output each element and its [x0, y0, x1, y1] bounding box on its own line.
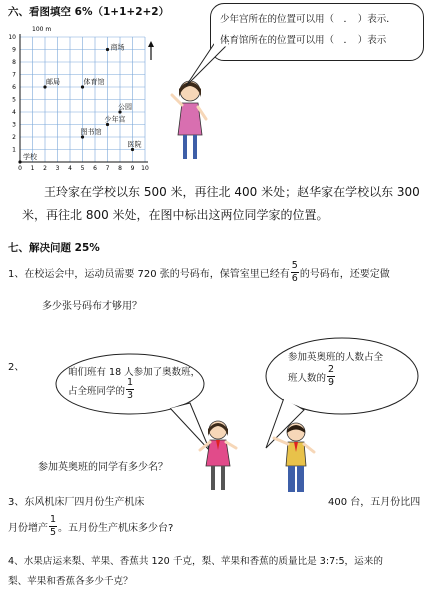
map-y-ticks	[8, 34, 16, 154]
school-label: 学校	[23, 153, 37, 161]
question-3-line-1-right: 400 台，五月份比四	[328, 497, 421, 508]
map-y-tick: 10	[8, 34, 16, 41]
right-bubble-fraction	[327, 365, 335, 388]
right-bubble-line-1: 参加英奥班的人数占全	[288, 352, 384, 363]
girl-student-icon	[196, 418, 240, 494]
question-4-line-2: 梨、苹果和香蕉各多少千克？	[8, 576, 133, 587]
gym-label: 体育馆	[83, 78, 105, 86]
left-bubble-fraction	[126, 378, 134, 401]
map-x-tick: 6	[93, 165, 97, 172]
post-office-label: 邮局	[46, 78, 60, 86]
q1-prefix: 1、在校运会中，运动员需要 720 张的号码布，保管室里已经有	[8, 269, 290, 280]
map-y-tick: 1	[12, 146, 16, 154]
right-bubble-prefix: 班人数的	[288, 372, 327, 384]
school-marker-icon	[18, 160, 21, 163]
hospital-label: 医院	[127, 140, 142, 149]
map-x-tick: 5	[80, 165, 85, 172]
north-arrow-head-icon	[148, 41, 154, 47]
map-x-tick: 10	[141, 165, 149, 172]
question-4-line-1: 4、水果店运来梨、苹果、香蕉共 120 千克，梨、苹果和香蕉的质量比是 3:7:5，运来的	[8, 556, 383, 567]
q1-frac-num: 5	[291, 260, 298, 271]
left-frac-den: 3	[126, 390, 134, 401]
q3-suffix: 。五月份生产机床多少台?	[58, 523, 174, 534]
q3-fraction	[49, 515, 57, 538]
left-bubble-line-1: 咱们班有 18 人参加了奥数班，	[68, 367, 201, 378]
question-1-line-1	[8, 261, 390, 284]
map-y-tick: 9	[12, 46, 16, 54]
map-y-tick: 5	[12, 96, 16, 104]
q3-prefix: 月份增产	[8, 523, 48, 534]
map-x-tick: 8	[118, 165, 122, 172]
question-3-line-1-left: 3、东风机床厂四月份生产机床	[8, 497, 145, 508]
map-y-tick: 4	[12, 109, 16, 116]
map-x-tick: 4	[68, 165, 72, 172]
map-x-tick: 3	[55, 165, 60, 172]
boy-student-icon	[266, 420, 322, 496]
section-6-header: 六、看图填空 6%（1+1+2+2）	[8, 6, 170, 18]
map-unit-label: 100 m	[32, 26, 52, 33]
map-y-tick: 2	[12, 134, 16, 141]
map-y-tick: 6	[12, 84, 16, 91]
right-bubble-line-2	[288, 365, 336, 388]
bubble-line-youth-palace: 少年宫所在的位置可以用（ ． ）表示．	[220, 14, 396, 25]
right-frac-num: 2	[327, 364, 335, 375]
map-y-tick: 7	[12, 71, 16, 79]
question-2-text: 参加英奥班的同学有多少名？	[38, 462, 168, 473]
mall-marker-icon	[106, 48, 109, 51]
q1-fraction	[291, 261, 299, 284]
speech-bubble-tail-icon	[184, 40, 244, 90]
question-3-line-2	[8, 515, 173, 538]
right-frac-den: 9	[327, 377, 335, 388]
mall-label: 商场	[110, 43, 125, 52]
park-label: 公园	[118, 103, 132, 111]
youth-palace-label: 少年宫	[104, 115, 126, 124]
map-x-tick: 2	[43, 165, 47, 172]
section-7-header: 七、解决问题 25%	[8, 242, 100, 254]
map-x-tick: 7	[105, 165, 110, 172]
q1-suffix: 的号码布，还要定做	[299, 269, 390, 280]
q3-frac-den: 5	[49, 527, 57, 538]
question-1-line-2: 多少张号码布才够用？	[42, 301, 142, 312]
paragraph-line-1: 王玲家在学校以东 500 米，再往北 400 米处；赵华家在学校以东 300	[44, 185, 420, 199]
library-label: 图书馆	[80, 128, 102, 136]
map-x-tick: 0	[18, 165, 22, 172]
left-bubble-line-2	[68, 378, 135, 401]
coordinate-map	[6, 20, 166, 172]
map-x-ticks	[18, 165, 149, 172]
bubble-line-gym: 体育馆所在的位置可以用（ ． ）表示	[220, 35, 387, 46]
map-y-tick: 8	[12, 59, 16, 66]
q3-frac-num: 1	[49, 514, 57, 525]
question-2-number: 2、	[8, 362, 25, 373]
paragraph-line-2: 米，再往北 800 米处，在图中标出这两位同学家的位置。	[22, 208, 329, 222]
left-frac-num: 1	[126, 377, 134, 388]
map-x-tick: 1	[30, 165, 35, 172]
q1-frac-den: 6	[291, 273, 298, 284]
map-places	[18, 43, 141, 164]
map-x-tick: 9	[130, 165, 135, 172]
left-bubble-prefix: 占全班同学的	[68, 385, 126, 397]
map-y-tick: 3	[12, 121, 16, 129]
